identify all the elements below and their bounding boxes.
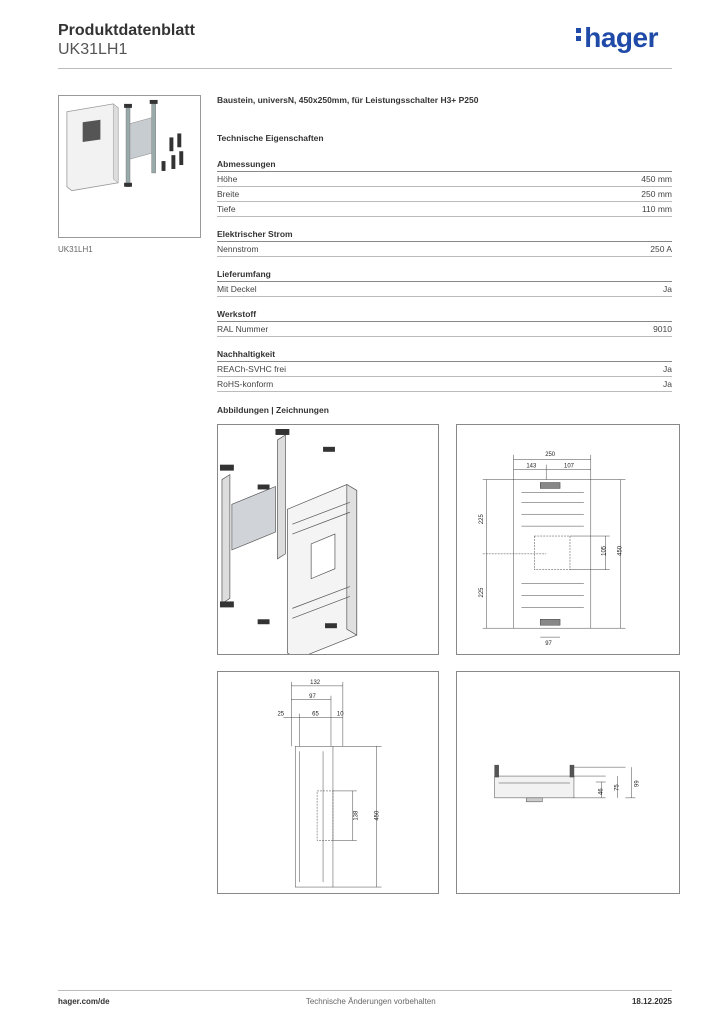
- dim-total: 132: [310, 679, 321, 686]
- spec-row: [217, 362, 672, 377]
- footer-website-link[interactable]: hager.com/de: [58, 997, 110, 1006]
- spec-value: 110 mm: [641, 204, 672, 214]
- exploded-view-drawing: [218, 425, 438, 654]
- spec-group-material: [217, 309, 672, 337]
- spec-row: [217, 282, 672, 297]
- spec-value: 250 mm: [641, 189, 672, 199]
- specifications: [217, 95, 672, 392]
- dim-a: 25: [277, 711, 285, 718]
- spec-label: Höhe: [217, 174, 238, 184]
- spec-group-sustainability: [217, 349, 672, 392]
- dim-window: 138: [353, 810, 360, 821]
- logo-dots-icon: [576, 25, 582, 44]
- spec-group-title: Werkstoff: [217, 309, 672, 322]
- dim-height: 450: [617, 545, 624, 556]
- dim-a: 46: [598, 788, 605, 795]
- dim-b: 75: [614, 784, 621, 791]
- dim-c: 99: [634, 780, 641, 787]
- dim-right: 107: [564, 463, 574, 470]
- bottom-dimension-drawing: [457, 672, 679, 893]
- figure-bottom-drawing: [456, 671, 680, 894]
- front-dimension-drawing: [457, 425, 679, 654]
- spec-row: [217, 172, 672, 187]
- spec-group-title: Abmessungen: [217, 159, 672, 172]
- product-code: UK31LH1: [58, 41, 128, 58]
- spec-group-current: [217, 229, 672, 257]
- spec-row: [217, 242, 672, 257]
- spec-group-title: Nachhaltigkeit: [217, 349, 672, 362]
- product-image: [58, 95, 201, 238]
- spec-row: [217, 187, 672, 202]
- spec-value: Ja: [663, 284, 672, 294]
- spec-label: Nennstrom: [217, 244, 259, 254]
- document-title: Produktdatenblatt: [58, 22, 195, 39]
- figures-title: Abbildungen | Zeichnungen: [217, 405, 329, 415]
- spec-value: Ja: [663, 364, 672, 374]
- footer-divider: [58, 990, 672, 991]
- spec-row: [217, 322, 672, 337]
- spec-row: [217, 377, 672, 392]
- spec-label: RAL Nummer: [217, 324, 269, 334]
- dim-window: 105: [601, 545, 608, 556]
- dim-bottom-half: 225: [478, 587, 485, 598]
- header-divider: [58, 68, 672, 69]
- spec-label: RoHS-konform: [217, 379, 274, 389]
- dim-width: 250: [545, 451, 556, 458]
- dim-b: 65: [312, 711, 319, 718]
- spec-label: Breite: [217, 189, 240, 199]
- spec-group-title: Lieferumfang: [217, 269, 672, 282]
- figure-front-drawing: [456, 424, 680, 655]
- hager-logo: [576, 22, 658, 54]
- spec-value: 250 A: [650, 244, 672, 254]
- spec-label: Tiefe: [217, 204, 236, 214]
- footer-date: 18.12.2025: [631, 997, 672, 1006]
- spec-label: Mit Deckel: [217, 284, 257, 294]
- spec-group-delivery: [217, 269, 672, 297]
- spec-row: [217, 202, 672, 217]
- spec-value: 450 mm: [641, 174, 672, 184]
- logo-text: hager: [584, 22, 658, 53]
- product-photo-icon: [59, 96, 200, 237]
- side-dimension-drawing: [218, 672, 438, 893]
- dim-height: 450: [374, 810, 381, 821]
- product-description: Baustein, universN, 450x250mm, für Leistungsschalter H3+ P250: [217, 95, 479, 105]
- spec-group-title: Elektrischer Strom: [217, 229, 672, 242]
- page-header: [58, 22, 672, 70]
- figure-exploded-view: [217, 424, 439, 655]
- dim-c: 10: [336, 711, 344, 718]
- page-footer: [58, 997, 672, 1006]
- dim-mid: 97: [309, 693, 316, 700]
- footer-notice: Technische Änderungen vorbehalten: [305, 997, 436, 1006]
- figure-side-drawing: [217, 671, 439, 894]
- spec-value: 9010: [653, 324, 672, 334]
- spec-group-dimensions: [217, 159, 672, 217]
- dim-top-half: 225: [478, 514, 485, 525]
- specs-section-title: Technische Eigenschaften: [217, 133, 324, 143]
- product-image-caption: UK31LH1: [58, 245, 93, 254]
- spec-value: Ja: [663, 379, 672, 389]
- dim-left: 143: [526, 463, 537, 470]
- dim-bottom-width: 97: [545, 641, 552, 648]
- spec-label: REACh-SVHC frei: [217, 364, 286, 374]
